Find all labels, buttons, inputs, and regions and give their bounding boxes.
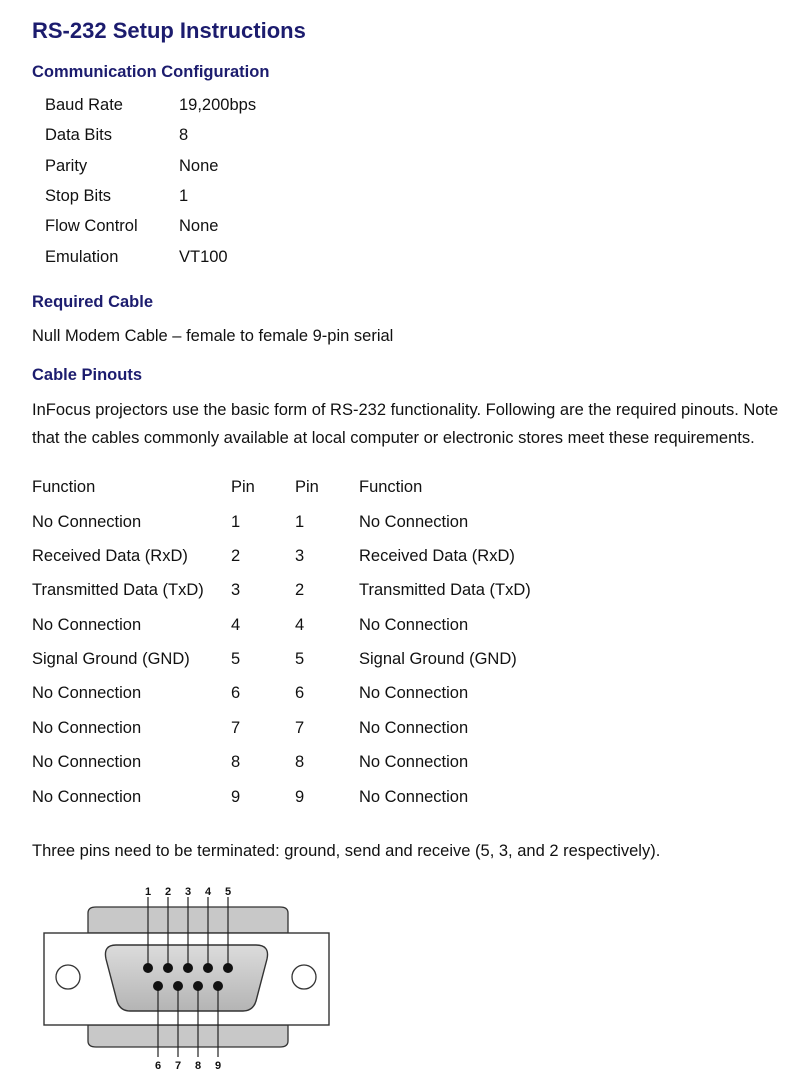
pinout-cell: 7 bbox=[231, 719, 241, 737]
pinout-cell: 9 bbox=[295, 788, 305, 806]
pinout-cell: 3 bbox=[231, 581, 241, 599]
pin-6 bbox=[153, 981, 163, 991]
pinout-cell: 6 bbox=[231, 684, 241, 702]
pin-8 bbox=[193, 981, 203, 991]
pinout-header: Pin bbox=[231, 478, 255, 496]
comm-value: VT100 bbox=[179, 248, 228, 266]
comm-value: 1 bbox=[179, 187, 189, 205]
pinout-cell: No Connection bbox=[32, 684, 142, 702]
pin-label-bottom: 9 bbox=[214, 1060, 222, 1072]
pinout-header: Function bbox=[359, 478, 423, 496]
comm-config-heading: Communication Configuration bbox=[32, 63, 270, 81]
pinout-cell: Transmitted Data (TxD) bbox=[359, 581, 531, 599]
pinout-header: Pin bbox=[295, 478, 319, 496]
pinout-cell: No Connection bbox=[359, 788, 469, 806]
pinout-cell: No Connection bbox=[359, 513, 469, 531]
pinout-cell: No Connection bbox=[32, 719, 142, 737]
comm-label: Flow Control bbox=[45, 217, 138, 235]
pin-2 bbox=[163, 963, 173, 973]
comm-value: None bbox=[179, 217, 219, 235]
comm-value: None bbox=[179, 157, 219, 175]
mounting-hole-left bbox=[56, 965, 80, 989]
required-cable-heading: Required Cable bbox=[32, 293, 154, 311]
pin-label-bottom: 6 bbox=[154, 1060, 162, 1072]
pinout-cell: 2 bbox=[231, 547, 241, 565]
pin-label-bottom: 8 bbox=[194, 1060, 202, 1072]
page-title: RS-232 Setup Instructions bbox=[32, 18, 306, 43]
pinout-cell: 5 bbox=[295, 650, 305, 668]
cable-pinouts-intro: InFocus projectors use the basic form of RS-232 functionality. Following are the required pinouts. Note that the cables commonly available at local computer or electronic stores meet these requirements. bbox=[32, 401, 779, 447]
pin-label-top: 2 bbox=[164, 886, 172, 898]
pin-4 bbox=[203, 963, 213, 973]
shell-bottom bbox=[88, 1025, 288, 1047]
pinout-cell: 9 bbox=[231, 788, 241, 806]
pinout-cell: Signal Ground (GND) bbox=[359, 650, 517, 668]
pinout-cell: No Connection bbox=[32, 753, 142, 771]
pinout-cell: 8 bbox=[231, 753, 241, 771]
pinout-cell: No Connection bbox=[32, 788, 142, 806]
pin-label-top: 3 bbox=[184, 886, 192, 898]
pinout-cell: No Connection bbox=[359, 719, 469, 737]
pin-5 bbox=[223, 963, 233, 973]
pinout-header: Function bbox=[32, 478, 96, 496]
pin-1 bbox=[143, 963, 153, 973]
pin-label-top: 5 bbox=[224, 886, 232, 898]
pin-9 bbox=[213, 981, 223, 991]
pinout-cell: 1 bbox=[295, 513, 305, 531]
pinout-cell: 7 bbox=[295, 719, 305, 737]
pinout-cell: 8 bbox=[295, 753, 305, 771]
pinout-cell: Received Data (RxD) bbox=[32, 547, 188, 565]
pinout-cell: No Connection bbox=[359, 684, 469, 702]
pinout-cell: 2 bbox=[295, 581, 305, 599]
required-cable-text: Null Modem Cable – female to female 9-pin serial bbox=[32, 327, 394, 345]
comm-label: Parity bbox=[45, 157, 88, 175]
pinout-cell: 3 bbox=[295, 547, 305, 565]
pinout-cell: No Connection bbox=[359, 616, 469, 634]
pinout-cell: 5 bbox=[231, 650, 241, 668]
pin-label-bottom: 7 bbox=[174, 1060, 182, 1072]
pinout-cell: Transmitted Data (TxD) bbox=[32, 581, 204, 599]
comm-value: 8 bbox=[179, 126, 189, 144]
pinout-cell: No Connection bbox=[359, 753, 469, 771]
mounting-hole-right bbox=[292, 965, 316, 989]
pin-label-top: 4 bbox=[204, 886, 212, 898]
pinout-cell: 1 bbox=[231, 513, 241, 531]
pinout-cell: 4 bbox=[231, 616, 241, 634]
pinout-cell: No Connection bbox=[32, 616, 142, 634]
comm-value: 19,200bps bbox=[179, 96, 257, 114]
pinout-cell: No Connection bbox=[32, 513, 142, 531]
comm-label: Data Bits bbox=[45, 126, 112, 144]
pin-label-top: 1 bbox=[144, 886, 152, 898]
pin-3 bbox=[183, 963, 193, 973]
pin-7 bbox=[173, 981, 183, 991]
comm-label: Stop Bits bbox=[45, 187, 112, 205]
pinout-cell: Received Data (RxD) bbox=[359, 547, 515, 565]
pinout-cell: Signal Ground (GND) bbox=[32, 650, 190, 668]
comm-label: Emulation bbox=[45, 248, 119, 266]
pinout-cell: 4 bbox=[295, 616, 305, 634]
pinout-cell: 6 bbox=[295, 684, 305, 702]
cable-pinouts-heading: Cable Pinouts bbox=[32, 366, 143, 384]
comm-label: Baud Rate bbox=[45, 96, 123, 114]
d-shell bbox=[105, 945, 267, 1011]
db9-connector-diagram bbox=[40, 885, 340, 1075]
termination-note: Three pins need to be terminated: ground, send and receive (5, 3, and 2 respectively). bbox=[32, 842, 661, 860]
